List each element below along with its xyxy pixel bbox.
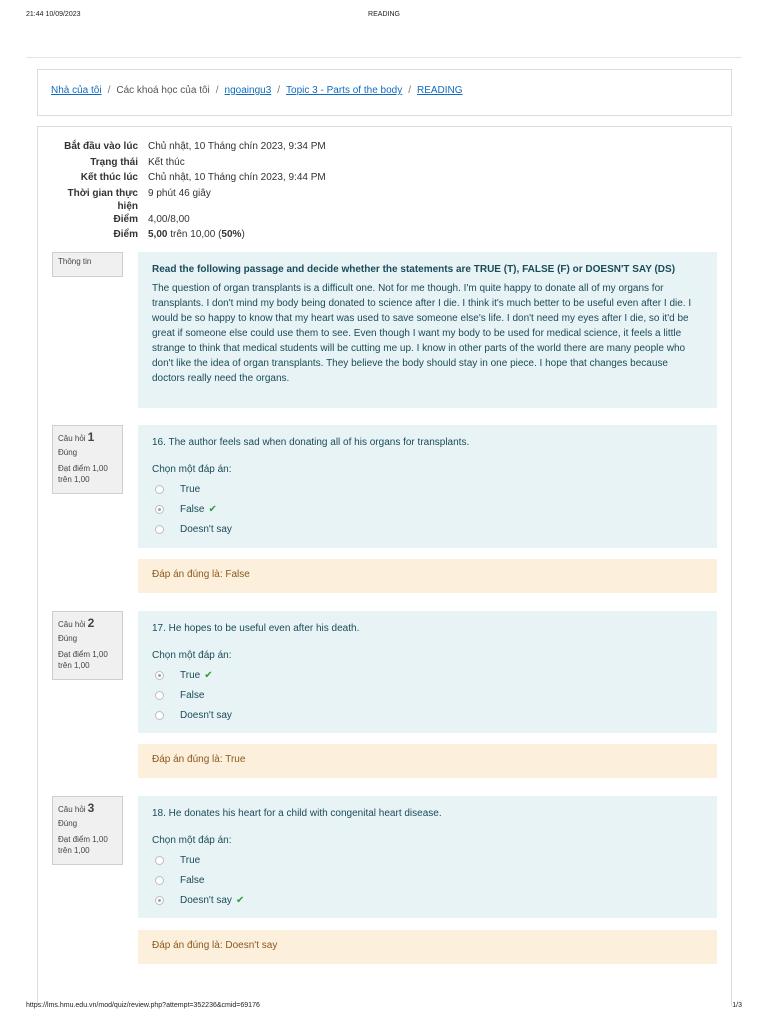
print-header (26, 11, 742, 23)
breadcrumb-my-courses: Các khoá học của tôi (116, 85, 210, 96)
attempt-summary (52, 140, 326, 244)
answer-option (152, 709, 703, 721)
question-text: 17. He hopes to be useful even after his death. (152, 623, 360, 634)
info-label: Thông tin (58, 257, 92, 266)
print-page-number: 1/3 (732, 1002, 742, 1009)
radio-button[interactable] (155, 856, 164, 865)
summary-row-time-taken (52, 187, 326, 213)
radio-button[interactable] (155, 485, 164, 494)
answer-option (152, 669, 703, 681)
answer-option (152, 874, 703, 886)
question-text: 18. He donates his heart for a child with congenital heart disease. (152, 808, 442, 819)
question-number: 1 (87, 430, 95, 444)
summary-row-started (52, 140, 326, 156)
question-panel (138, 611, 717, 733)
correct-check-icon: ✔ (208, 503, 217, 515)
question-text: 16. The author feels sad when donating all of his organs for transplants. (152, 437, 470, 448)
summary-row-marks (52, 213, 326, 229)
answer-option (152, 894, 703, 906)
radio-button[interactable] (155, 711, 164, 720)
question-label: Câu hỏi (58, 620, 86, 629)
summary-label: Thời gian thực hiện (67, 187, 138, 212)
print-url: https://lms.hmu.edu.vn/mod/quiz/review.php?attempt=352236&cmid=69176 (26, 1002, 260, 1009)
grade-percent: 50% (221, 229, 242, 240)
option-label: Doesn't say (180, 709, 232, 721)
summary-value: 4,00/8,00 (148, 213, 190, 225)
breadcrumb-quiz[interactable]: READING (417, 85, 463, 96)
option-label: Doesn't say (180, 894, 232, 906)
info-label-box (52, 252, 123, 277)
summary-row-state (52, 156, 326, 172)
option-label: False (180, 689, 205, 701)
summary-label: Bắt đầu vào lúc (64, 141, 138, 152)
breadcrumb-separator: / (107, 85, 111, 96)
info-passage-panel (138, 252, 717, 408)
question-state: Đúng (58, 634, 78, 643)
summary-label: Điểm (113, 229, 138, 240)
question-mark: Đạt điểm 1,00 trên 1,00 (58, 835, 108, 855)
correct-check-icon: ✔ (235, 894, 245, 906)
question-state: Đúng (58, 819, 78, 828)
print-footer (26, 1002, 742, 1014)
print-title: READING (368, 11, 400, 18)
answer-option (152, 523, 703, 535)
radio-button[interactable] (155, 896, 164, 905)
question-info-box (52, 425, 123, 494)
summary-value: Kết thúc (148, 156, 185, 168)
radio-button[interactable] (155, 691, 164, 700)
grade-out-of: trên 10,00 (170, 229, 216, 240)
radio-button[interactable] (155, 525, 164, 534)
option-label: Doesn't say (180, 523, 232, 535)
option-label: True (180, 483, 201, 495)
divider (26, 57, 742, 58)
answer-prompt: Chọn một đáp án: (152, 464, 232, 475)
question-number: 3 (87, 801, 95, 815)
summary-value: 5,00 trên 10,00 (50%) (148, 229, 245, 240)
breadcrumb-separator: / (215, 85, 219, 96)
answer-option (152, 854, 703, 866)
breadcrumb-separator: / (277, 85, 281, 96)
question-panel (138, 796, 717, 918)
summary-value: 9 phút 46 giây (148, 187, 211, 199)
breadcrumb-home[interactable]: Nhà của tôi (51, 85, 102, 96)
answer-option (152, 689, 703, 701)
summary-value: Chủ nhật, 10 Tháng chín 2023, 9:34 PM (148, 141, 326, 152)
answer-prompt: Chọn một đáp án: (152, 650, 232, 661)
summary-value: Chủ nhật, 10 Tháng chín 2023, 9:44 PM (148, 172, 326, 183)
question-mark: Đạt điểm 1,00 trên 1,00 (58, 464, 108, 484)
radio-button[interactable] (155, 505, 164, 514)
summary-row-completed (52, 171, 326, 187)
question-number: 2 (87, 616, 95, 630)
info-heading: Read the following passage and decide whether the statements are TRUE (T), FALSE (F) or DOESN'T SAY (DS) (152, 264, 676, 275)
question-mark: Đạt điểm 1,00 trên 1,00 (58, 650, 108, 670)
breadcrumb-separator: / (408, 85, 411, 96)
right-answer-feedback: Đáp án đúng là: False (138, 559, 717, 593)
summary-label: Kết thúc lúc (80, 172, 138, 183)
summary-row-grade (52, 228, 326, 244)
breadcrumb-course[interactable]: ngoaingu3 (224, 85, 272, 96)
option-label: False (180, 874, 205, 886)
correct-check-icon: ✔ (204, 669, 213, 681)
question-label: Câu hỏi (58, 434, 86, 443)
reading-passage: The question of organ transplants is a difficult one. Not for me though. I'm quite happy to donate all of my organs for transplants. I don't mind my body being donated to science after I die. I think it's much better to be useful even after I die. I would be so happy to know that my heart was used to save someone else's life. I don't need my eyes after I die, so it'd be great if someone else could use them to see. Even though I want my body to be used for medical science, it feels a little strange to think that medical students will be cutting me up. I know in other parts of the world there are many people who don't like the idea of organ transplants. They believe the body should stay in one piece. I hope that changes because doctors really need the organs. (152, 283, 692, 384)
question-info-box (52, 796, 123, 865)
question-info-box (52, 611, 123, 680)
option-label: True (180, 854, 201, 866)
right-answer-feedback: Đáp án đúng là: Doesn't say (138, 930, 717, 964)
question-label: Câu hỏi (58, 805, 86, 814)
answer-prompt: Chọn một đáp án: (152, 835, 232, 846)
question-panel (138, 425, 717, 548)
radio-button[interactable] (155, 671, 164, 680)
summary-label: Trạng thái (90, 156, 138, 168)
answer-option (152, 503, 703, 515)
radio-button[interactable] (155, 876, 164, 885)
breadcrumb (37, 69, 732, 116)
question-state: Đúng (58, 448, 78, 457)
right-answer-feedback: Đáp án đúng là: True (138, 744, 717, 778)
breadcrumb-topic[interactable]: Topic 3 - Parts of the body (286, 85, 403, 96)
option-label: False (180, 503, 205, 515)
summary-label: Điểm (113, 213, 138, 225)
option-label: True (180, 669, 201, 681)
print-datetime: 21:44 10/09/2023 (26, 11, 81, 18)
answer-option (152, 483, 703, 495)
grade-score: 5,00 (148, 229, 168, 240)
